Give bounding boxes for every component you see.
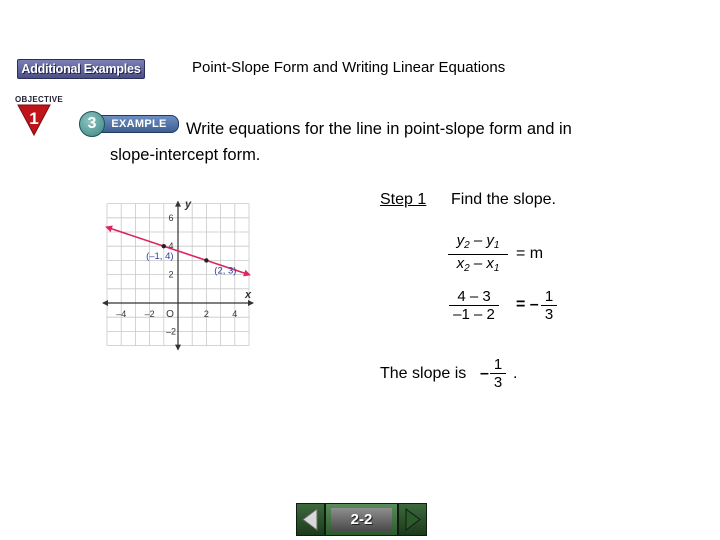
- conclusion-fraction: [490, 356, 506, 391]
- example-number: 3: [79, 111, 105, 137]
- y-tick-label: –2: [165, 326, 177, 337]
- arrow-left-icon: [297, 504, 324, 535]
- next-button[interactable]: [398, 503, 427, 536]
- result-numerator: 1: [541, 288, 557, 306]
- step-text: Find the slope.: [451, 191, 556, 208]
- equals-m: = m: [516, 245, 544, 262]
- arrow-right-icon: [399, 504, 426, 535]
- lesson-title: Point-Slope Form and Writing Linear Equations: [192, 59, 506, 76]
- result-fraction: [541, 288, 557, 323]
- lesson-number: 2-2: [331, 508, 392, 531]
- example-badge: [79, 111, 179, 137]
- origin-label: O: [166, 309, 174, 320]
- data-point: [204, 258, 208, 262]
- x-tick-label: 4: [232, 309, 238, 319]
- slide-navigation: [296, 503, 427, 536]
- x-tick-label: –4: [116, 309, 127, 319]
- calculation-fraction: [449, 288, 499, 323]
- previous-button[interactable]: [296, 503, 325, 536]
- objective-shield-icon: [17, 104, 51, 136]
- coordinate-graph: [112, 198, 258, 353]
- conclusion-negative-sign: –: [480, 365, 489, 382]
- point-label: (–1, 4): [146, 251, 174, 263]
- point-label: (2, 3): [214, 265, 237, 277]
- objective-number: 1: [29, 109, 39, 128]
- x-axis-label: x: [244, 289, 252, 301]
- y-tick-label: 6: [168, 212, 174, 223]
- formula-numerator: $y_2 - y_1$: [448, 232, 508, 255]
- instruction-line-2: slope-intercept form.: [110, 146, 261, 164]
- conclusion-denominator: 3: [493, 374, 503, 391]
- graph-background: [112, 205, 258, 353]
- additional-examples-badge: Additional Examples: [17, 59, 145, 79]
- conclusion-text: The slope is: [380, 365, 467, 382]
- slope-formula-fraction: [448, 232, 508, 277]
- lesson-button[interactable]: [325, 503, 398, 536]
- example-label: EXAMPLE: [99, 115, 179, 133]
- x-axis-arrow-left: [102, 300, 108, 306]
- y-tick-label: 4: [168, 241, 174, 252]
- result-denominator: 3: [544, 306, 554, 323]
- x-tick-label: –2: [144, 309, 155, 319]
- y-axis-label: y: [184, 198, 192, 211]
- step-label: Step 1: [380, 191, 427, 208]
- line-arrow-left: [105, 226, 113, 233]
- calc-denominator: –1 – 2: [453, 306, 495, 323]
- objective-label: OBJECTIVE: [15, 95, 64, 104]
- instruction-line-1: Write equations for the line in point-slope form and in: [186, 120, 572, 138]
- formula-denominator: $x_2 - x_1$: [456, 255, 500, 274]
- conclusion-numerator: 1: [490, 356, 506, 374]
- conclusion-period: .: [513, 365, 518, 382]
- y-tick-label: 2: [168, 269, 174, 280]
- x-tick-label: 2: [203, 309, 209, 319]
- calc-numerator: 4 – 3: [449, 288, 499, 306]
- equals-negative: = –: [516, 296, 539, 313]
- data-point: [162, 244, 166, 248]
